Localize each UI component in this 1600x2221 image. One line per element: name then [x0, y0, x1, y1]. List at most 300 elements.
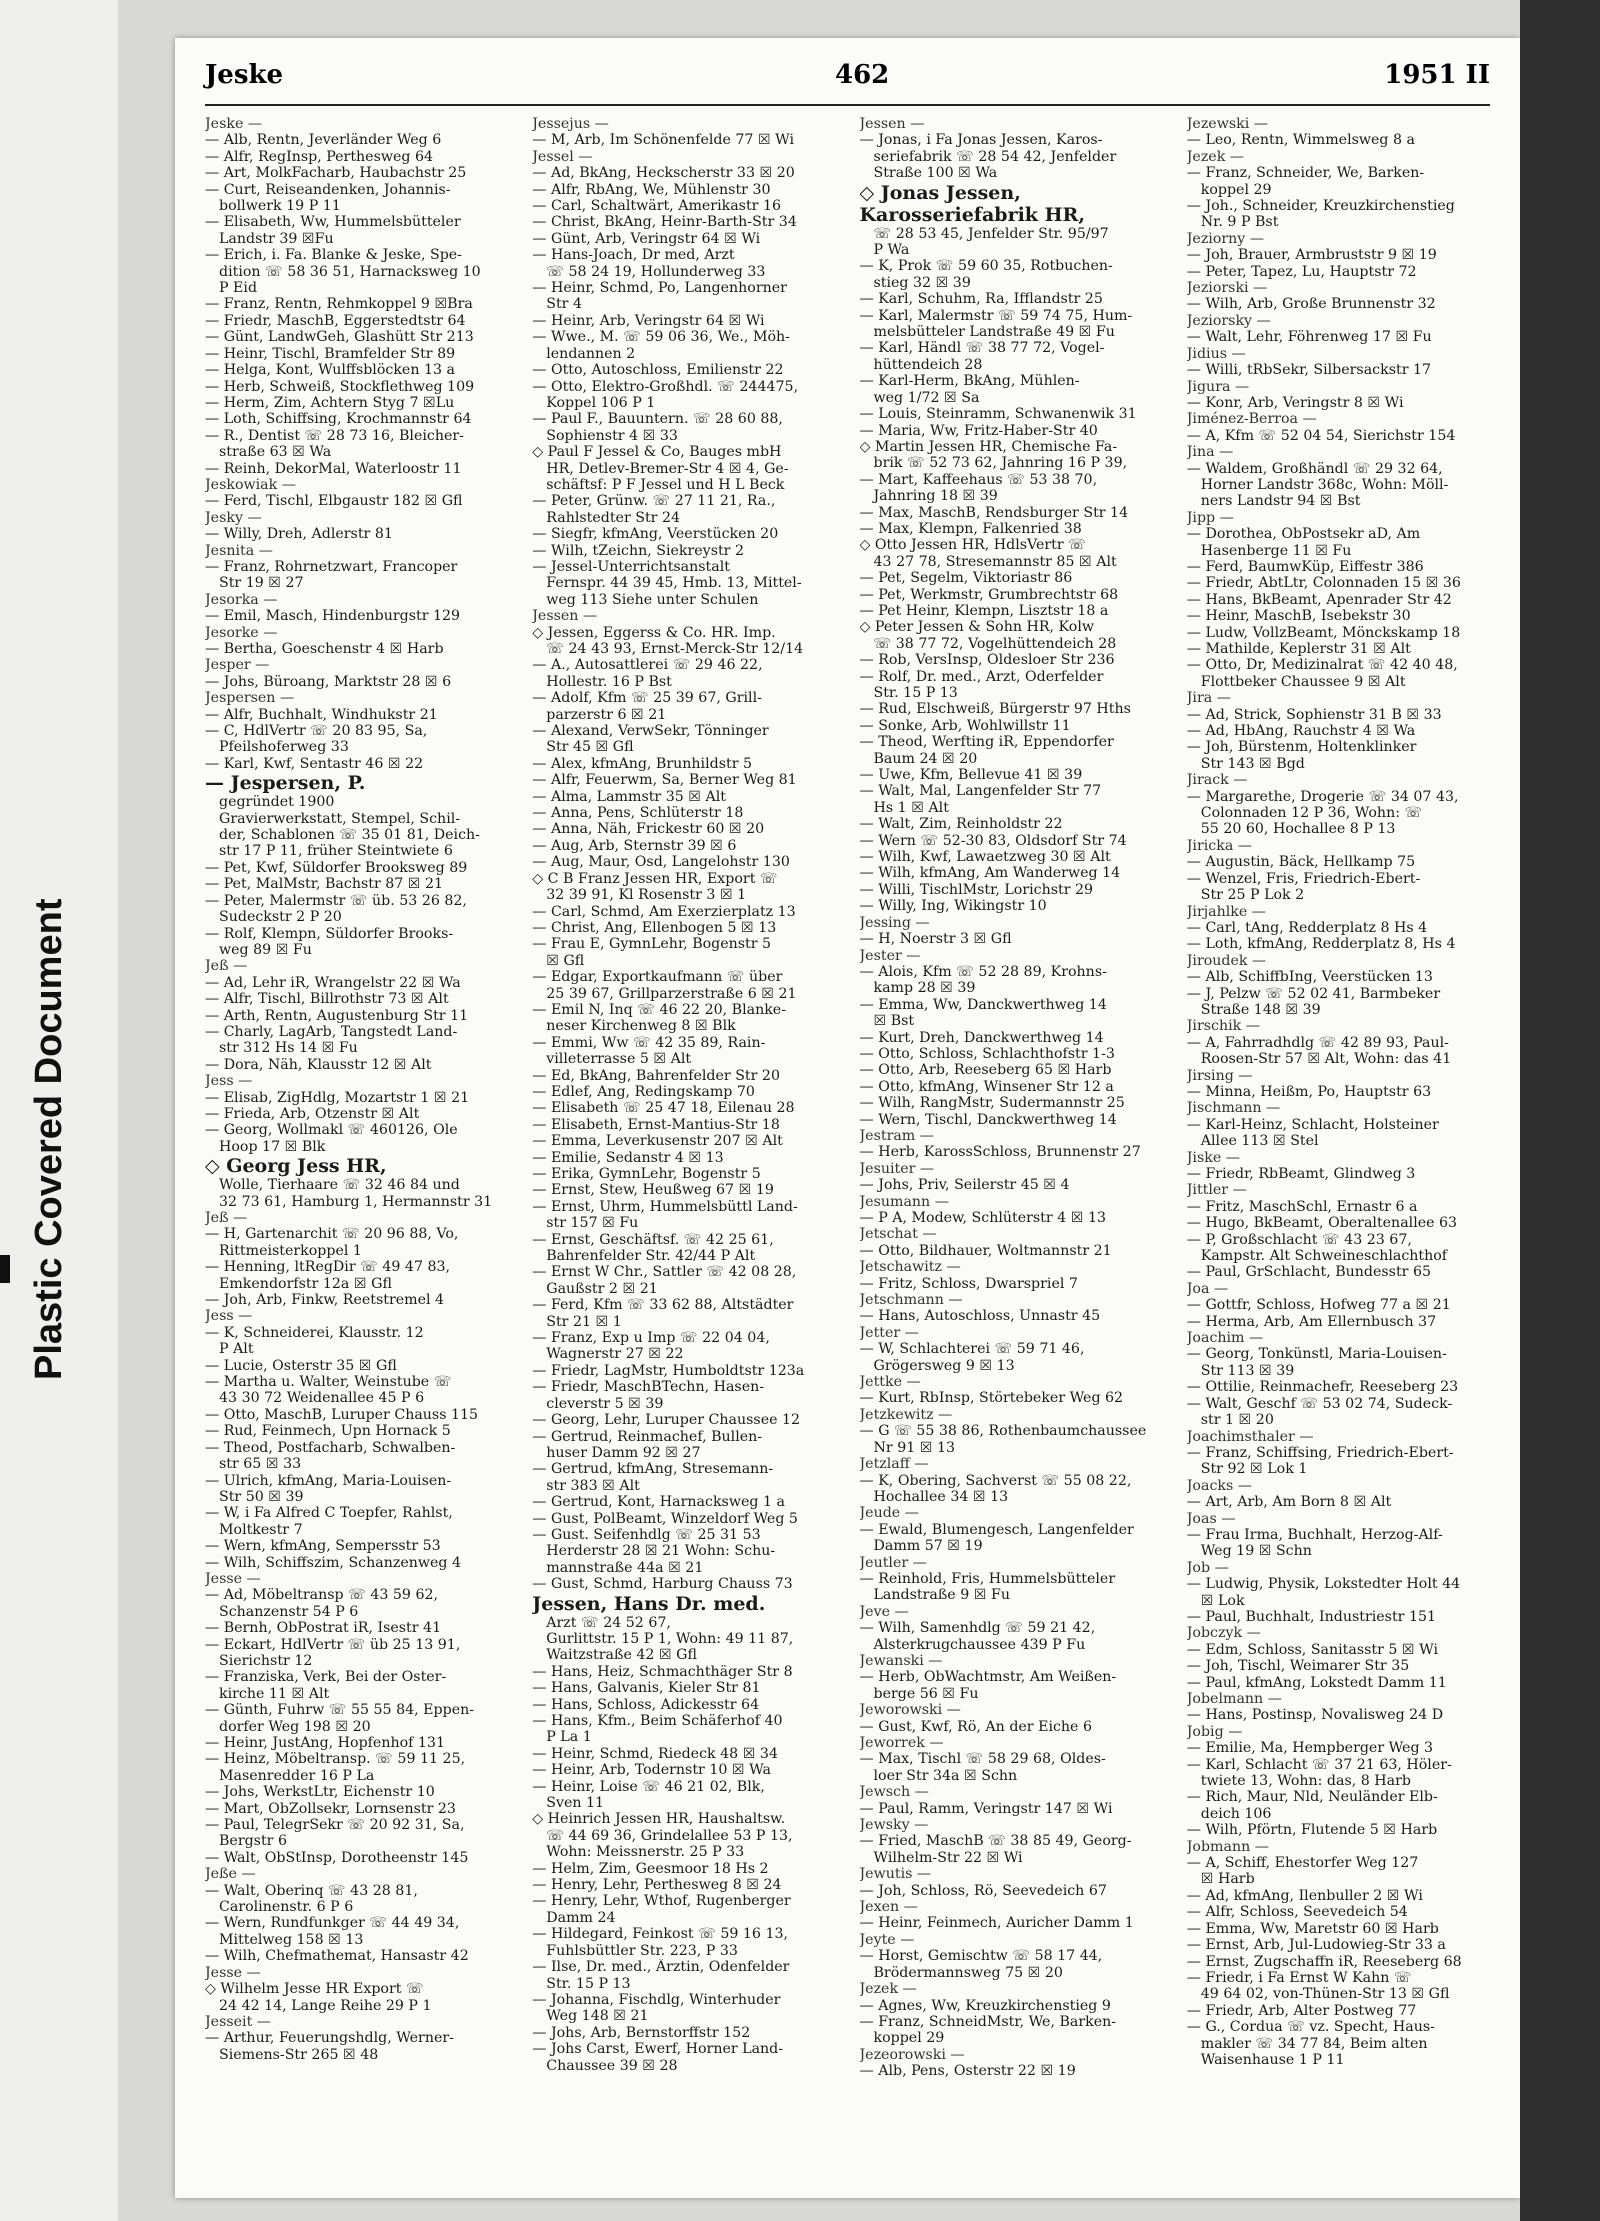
directory-entry: — Emil N, Inq ☏ 46 22 20, Blanke- — [532, 1001, 786, 1018]
directory-entry: — Theod, Postfacharb, Schwalben- — [205, 1439, 456, 1456]
directory-entry: — Pet, Kwf, Süldorfer Brooksweg 89 — [205, 859, 468, 876]
side-strip — [0, 0, 118, 2221]
directory-entry: Wagnerstr 27 ☒ 22 — [546, 1346, 684, 1363]
directory-entry: Gaußstr 2 ☒ 21 — [546, 1280, 658, 1297]
directory-entry: — Herb, KarossSchloss, Brunnenstr 27 — [859, 1144, 1141, 1161]
directory-entry: — Ferd, Tischl, Elbgaustr 182 ☒ Gfl — [205, 493, 463, 510]
directory-entry: — Otto, Bildhauer, Woltmannstr 21 — [859, 1242, 1112, 1259]
directory-entry: — Jonas, i Fa Jonas Jessen, Karos- — [859, 132, 1103, 149]
directory-entry: — Pet, MalMstr, Bachstr 87 ☒ 21 — [205, 876, 444, 893]
directory-entry: — Bernh, ObPostrat iR, Isestr 41 — [205, 1620, 442, 1637]
directory-entry: — Walt, Oberinq ☏ 43 28 81, — [205, 1882, 418, 1899]
directory-entry: — Alfr, Feuerwm, Sa, Berner Weg 81 — [532, 772, 797, 789]
directory-entry: — Wilh, Kwf, Lawaetzweg 30 ☒ Alt — [859, 849, 1111, 866]
directory-entry: — Heinr, Schmd, Po, Langenhorner — [532, 280, 787, 297]
directory-entry: — Frau Irma, Buchhalt, Herzog-Alf- — [1186, 1526, 1443, 1543]
directory-entry: Gravierwerkstatt, Stempel, Schil- — [219, 810, 461, 827]
surname-heading: Jessel — — [532, 148, 593, 165]
directory-entry: Waitzstraße 42 ☒ Gfl — [546, 1647, 697, 1664]
directory-entry: — Fritz, Schloss, Dwarspriel 7 — [859, 1275, 1078, 1292]
surname-heading: Jobig — — [1186, 1723, 1243, 1740]
directory-entry: str 65 ☒ 33 — [219, 1456, 302, 1473]
directory-entry: Fernspr. 44 39 45, Hmb. 13, Mittel- — [546, 575, 802, 592]
directory-entry: — Edgar, Exportkaufmann ☏ über — [532, 969, 783, 986]
directory-entry: — Emma, Ww, Maretstr 60 ☒ Harb — [1186, 1920, 1439, 1937]
bold-listing: ◇ Jonas Jessen, — [859, 181, 1021, 204]
surname-heading: Jeziorny — — [1186, 230, 1265, 247]
directory-entry: — Emilie, Ma, Hempberger Weg 3 — [1186, 1740, 1434, 1757]
directory-entry: ◇ Jessen, Eggerss & Co. HR. Imp. — [532, 624, 776, 641]
surname-heading: Jezeorowski — — [859, 2046, 965, 2063]
directory-entry: 49 64 02, von-Thünen-Str 13 ☒ Gfl — [1200, 1986, 1450, 2003]
directory-entry: Wolle, Tierhaare ☏ 32 46 84 und — [219, 1177, 460, 1194]
directory-column-1 — [205, 116, 518, 2178]
directory-entry: Str. 15 P 13 — [873, 685, 958, 701]
surname-heading: Jezek — — [1186, 148, 1244, 165]
surname-heading: Jeske — — [205, 116, 263, 132]
directory-entry: — Elisabeth, Ww, Hummelsbütteler — [205, 214, 461, 231]
directory-entry: — Alb, Rentn, Jeverländer Weg 6 — [205, 132, 442, 149]
running-head-name: Jeske — [205, 60, 284, 90]
directory-entry: — Peter, Malermstr ☏ üb. 53 26 82, — [205, 892, 467, 909]
directory-entry: — Minna, Heißm, Po, Hauptstr 63 — [1186, 1083, 1432, 1100]
directory-entry: — H, Noerstr 3 ☒ Gfl — [859, 931, 1012, 948]
directory-entry: — A, Kfm ☏ 52 04 54, Sierichstr 154 — [1186, 427, 1456, 444]
directory-entry: ◇ C B Franz Jessen HR, Export ☏ — [532, 870, 778, 887]
directory-entry: Str 19 ☒ 27 — [219, 575, 304, 592]
directory-entry: — Carl, Schaltwärt, Amerikastr 16 — [532, 198, 782, 215]
directory-entry: — Günt, Arb, Veringstr 64 ☒ Wi — [532, 230, 761, 247]
directory-entry: — Georg, Tonkünstl, Maria-Louisen- — [1186, 1346, 1447, 1363]
surname-heading: Jeziorsky — — [1186, 312, 1271, 329]
directory-entry: — Carl, Schmd, Am Exerzierplatz 13 — [532, 903, 796, 920]
directory-entry: — Walt, Lehr, Föhrenweg 17 ☒ Fu — [1186, 329, 1432, 346]
directory-entry: — Curt, Reiseandenken, Johannis- — [205, 181, 451, 198]
directory-entry: Waisenhause 1 P 11 — [1200, 2051, 1345, 2068]
directory-entry: — Friedr, MaschB, Eggerstedtstr 64 — [205, 312, 466, 329]
directory-entry: ☒ Gfl — [546, 952, 585, 969]
directory-entry: — Wilh, Pförtn, Flutende 5 ☒ Harb — [1186, 1822, 1438, 1839]
directory-entry: — Anna, Pens, Schlüterstr 18 — [532, 805, 744, 822]
page-header — [205, 60, 1490, 100]
plastic-covered-label: Plastic Covered Document — [28, 898, 70, 1380]
directory-entry: — Gust, Schmd, Harburg Chauss 73 — [532, 1576, 793, 1593]
directory-entry: ☒ Lok — [1200, 1592, 1245, 1609]
directory-entry: Str 143 ☒ Bgd — [1200, 755, 1305, 772]
directory-entry: Fuhlsbüttler Str. 223, P 33 — [546, 1942, 738, 1959]
directory-entry: P Eid — [219, 280, 258, 297]
directory-entry: Arzt ☏ 24 52 67, — [546, 1614, 671, 1631]
header-rule — [205, 104, 1490, 106]
directory-entry: Sudeckstr 2 P 20 — [219, 909, 342, 926]
directory-entry: — Uwe, Kfm, Bellevue 41 ☒ 39 — [859, 767, 1083, 784]
directory-entry: — Gertrud, Kont, Harnacksweg 1 a — [532, 1494, 785, 1511]
directory-entry: — Ilse, Dr. med., Ärztin, Odenfelder — [532, 1959, 790, 1976]
directory-entry: Nr. 9 P Bst — [1200, 214, 1279, 231]
directory-entry: Hasenberge 11 ☒ Fu — [1200, 542, 1352, 559]
directory-entry: — W, Schlachterei ☏ 59 71 46, — [859, 1341, 1085, 1358]
directory-entry: Hs 1 ☒ Alt — [873, 799, 949, 816]
directory-entry: — Ernst, Zugschaffn iR, Reeseberg 68 — [1186, 1953, 1462, 1970]
surname-heading: Joachimsthaler — — [1186, 1428, 1314, 1445]
directory-entry: — Otto, MaschB, Luruper Chauss 115 — [205, 1406, 479, 1423]
directory-entry: kirche 11 ☒ Alt — [219, 1685, 330, 1702]
directory-entry: — Alfr, Buchhalt, Windhukstr 21 — [205, 706, 438, 723]
directory-entry: — Hans, BkBeamt, Apenrader Str 42 — [1186, 591, 1452, 608]
directory-entry: Alsterkrugchaussee 439 P Fu — [873, 1636, 1086, 1653]
surname-heading: Jezek — — [859, 1981, 917, 1998]
directory-entry: — Hugo, BkBeamt, Oberaltenallee 63 — [1186, 1215, 1458, 1232]
surname-heading: Jittler — — [1186, 1182, 1247, 1199]
surname-heading: Jetschmann — — [859, 1292, 963, 1309]
directory-entry: — Franz, Schiffsing, Friedrich-Ebert- — [1186, 1444, 1454, 1461]
directory-entry: — Loth, kfmAng, Redderplatz 8, Hs 4 — [1186, 936, 1456, 953]
directory-entry: weg 113 Siehe unter Schulen — [546, 591, 759, 608]
directory-entry: kamp 28 ☒ 39 — [873, 980, 976, 997]
directory-entry: Colonnaden 12 P 36, Wohn: ☏ — [1200, 805, 1423, 822]
directory-entry: — Günth, Fuhrw ☏ 55 55 84, Eppen- — [205, 1702, 475, 1719]
directory-entry: Grögersweg 9 ☒ 13 — [873, 1357, 1015, 1374]
directory-entry: ◇ Martin Jessen HR, Chemische Fa- — [859, 438, 1118, 455]
surname-heading: Jiske — — [1186, 1149, 1240, 1166]
directory-entry: — Alb, SchiffbIng, Veerstücken 13 — [1186, 969, 1433, 986]
directory-entry: ◇ Paul F Jessel & Co, Bauges mbH — [532, 444, 782, 461]
surname-heading: Job — — [1186, 1559, 1229, 1576]
directory-entry: — Henning, ltRegDir ☏ 49 47 83, — [205, 1259, 451, 1276]
directory-entry: — Walt, Geschf ☏ 53 02 74, Sudeck- — [1186, 1395, 1453, 1412]
directory-entry: Nr 91 ☒ 13 — [873, 1439, 956, 1456]
directory-entry: — Ad, HbAng, Rauchstr 4 ☒ Wa — [1186, 723, 1416, 740]
directory-entry: — Otto, Elektro-Großhdl. ☏ 244475, — [532, 378, 799, 395]
directory-entry: — Ferd, BaumwKüp, Eiffestr 386 — [1186, 558, 1424, 575]
surname-heading: Jess — — [205, 1308, 253, 1325]
directory-entry: — Joh, Schloss, Rö, Seevedeich 67 — [859, 1882, 1107, 1899]
directory-entry: — Johs, WerkstLtr, Eichenstr 10 — [205, 1784, 435, 1801]
surname-heading: Jeworowski — — [859, 1702, 961, 1719]
surname-heading: Jeve — — [859, 1603, 909, 1620]
directory-entry: — Rolf, Dr. med., Arzt, Oderfelder — [859, 668, 1104, 685]
directory-entry: — Emma, Leverkusenstr 207 ☒ Alt — [532, 1133, 783, 1150]
directory-entry: Brödermannsweg 75 ☒ 20 — [873, 1964, 1063, 1981]
directory-entry: — W, i Fa Alfred C Toepfer, Rahlst, — [205, 1505, 453, 1522]
directory-entry: — C, HdlVertr ☏ 20 83 95, Sa, — [205, 723, 428, 740]
edition-year: 1951 II — [1384, 60, 1490, 90]
directory-entry: — Aug, Arb, Sternstr 39 ☒ 6 — [532, 837, 737, 854]
directory-entry: — Paul, Buchhalt, Industriestr 151 — [1186, 1608, 1437, 1625]
directory-entry: — Johs, Büroang, Marktstr 28 ☒ 6 — [205, 673, 452, 690]
directory-entry: — Max, MaschB, Rendsburger Str 14 — [859, 504, 1129, 521]
directory-entry: Sierichstr 12 — [219, 1652, 313, 1669]
directory-entry: — P A, Modew, Schlüterstr 4 ☒ 13 — [859, 1210, 1106, 1226]
directory-entry: Horner Landstr 368c, Wohn: Möll- — [1200, 476, 1449, 493]
surname-heading: Jeude — — [859, 1505, 919, 1522]
directory-entry: — Wern, Rundfunkger ☏ 44 49 34, — [205, 1915, 460, 1932]
directory-entry: — Dorothea, ObPostsekr aD, Am — [1186, 526, 1421, 543]
bold-listing: Jessen, Hans Dr. med. — [532, 1592, 766, 1615]
directory-entry: — Wilh, kfmAng, Am Wanderweg 14 — [859, 865, 1121, 882]
directory-entry: — Walt, Zim, Reinholdstr 22 — [859, 816, 1063, 833]
directory-entry: 25 39 67, Grillparzerstraße 6 ☒ 21 — [546, 985, 797, 1002]
directory-entry: — Alfr, Tischl, Billrothstr 73 ☒ Alt — [205, 991, 449, 1008]
directory-entry: Weg 19 ☒ Schn — [1200, 1543, 1312, 1560]
surname-heading: Jetzlaff — — [859, 1456, 929, 1473]
directory-entry: ◇ Wilhelm Jesse HR Export ☏ — [205, 1981, 424, 1998]
directory-entry: — Herm, Zim, Achtern Styg 7 ☒Lu — [205, 394, 455, 411]
directory-entry: — Arth, Rentn, Augustenburg Str 11 — [205, 1007, 469, 1024]
directory-entry: — Alfr, Schloss, Seevedeich 54 — [1186, 1904, 1408, 1921]
directory-entry: ners Landstr 94 ☒ Bst — [1200, 493, 1361, 510]
directory-entry: Straße 100 ☒ Wa — [873, 165, 998, 182]
directory-entry: — Konr, Arb, Veringstr 8 ☒ Wi — [1186, 394, 1404, 411]
directory-entry: — Mathilde, Keplerstr 31 ☒ Alt — [1186, 641, 1411, 657]
directory-entry: — Johanna, Fischdlg, Winterhuder — [532, 1991, 781, 2008]
directory-entry: 55 20 60, Hochallee 8 P 13 — [1200, 821, 1396, 838]
directory-entry: — Emilie, Sedanstr 4 ☒ 13 — [532, 1149, 724, 1166]
directory-entry: — Rob, VersInsp, Oldesloer Str 236 — [859, 652, 1115, 669]
directory-entry: — Ernst, Geschäftsf. ☏ 42 25 61, — [532, 1231, 774, 1248]
directory-entry: — Heinr, Arb, Todernstr 10 ☒ Wa — [532, 1762, 771, 1779]
directory-entry: — Kurt, Dreh, Danckwerthweg 14 — [859, 1029, 1104, 1046]
surname-heading: Jeß — — [205, 958, 248, 975]
directory-entry: — Waldem, Großhändl ☏ 29 32 64, — [1186, 460, 1443, 477]
directory-page — [175, 38, 1520, 2198]
directory-entry: — Peter, Grünw. ☏ 27 11 21, Ra., — [532, 493, 776, 510]
directory-entry: — Hans, Kfm., Beim Schäferhof 40 — [532, 1713, 783, 1729]
directory-entry: — Reinhold, Fris, Hummelsbütteler — [859, 1570, 1116, 1587]
directory-entry: — Rich, Maur, Nld, Neuländer Elb- — [1186, 1789, 1438, 1806]
directory-entry: — Kurt, RbInsp, Störtebeker Weg 62 — [859, 1390, 1124, 1407]
directory-entry: — Ernst, Arb, Jul-Ludowieg-Str 33 a — [1186, 1937, 1446, 1954]
surname-heading: Jessen — — [532, 608, 598, 625]
directory-entry: — Alfr, RegInsp, Perthesweg 64 — [205, 148, 434, 165]
directory-entry: — Joh., Schneider, Kreuzkirchenstieg — [1186, 198, 1455, 215]
directory-entry: ◇ Peter Jessen & Sohn HR, Kolw — [859, 619, 1095, 636]
surname-heading: Jidius — — [1186, 345, 1246, 362]
directory-entry: — Louis, Steinramm, Schwanenwik 31 — [859, 406, 1137, 423]
directory-entry: — Alfr, RbAng, We, Mühlenstr 30 — [532, 181, 771, 198]
directory-entry: — Alma, Lammstr 35 ☒ Alt — [532, 788, 726, 805]
directory-entry: Koppel 106 P 1 — [546, 394, 656, 411]
surname-heading: Jirjahlke — — [1186, 903, 1266, 920]
directory-entry: — Jessel-Unterrichtsanstalt — [532, 558, 730, 575]
directory-entry: — Ad, Strick, Sophienstr 31 B ☒ 33 — [1186, 706, 1442, 723]
surname-heading: Jobczyk — — [1186, 1625, 1261, 1642]
directory-entry: — Gertrud, Reinmachef, Bullen- — [532, 1428, 763, 1445]
directory-entry: P Wa — [873, 242, 910, 259]
surname-heading: Jessen — — [859, 116, 925, 132]
surname-heading: Jessing — — [859, 914, 930, 931]
surname-heading: Jespersen — — [205, 690, 295, 707]
directory-entry: — Heinz, Möbeltransp. ☏ 59 11 25, — [205, 1751, 466, 1768]
directory-entry: — Loth, Schiffsing, Krochmannstr 64 — [205, 411, 472, 428]
directory-entry: weg 89 ☒ Fu — [219, 941, 312, 958]
directory-entry: P La 1 — [546, 1729, 592, 1746]
directory-entry: — Franz, Rohrnetzwart, Francoper — [205, 558, 458, 575]
surname-heading: Jesper — — [205, 657, 270, 674]
directory-entry: Sophienstr 4 ☒ 33 — [546, 427, 678, 444]
directory-entry: koppel 29 — [1200, 181, 1272, 198]
directory-entry: — R., Dentist ☏ 28 73 16, Bleicher- — [205, 427, 464, 444]
directory-entry: gegründet 1900 — [219, 794, 335, 811]
directory-entry: — Wilh, Samenhdlg ☏ 59 21 42, — [859, 1620, 1096, 1637]
directory-entry: — Otto, kfmAng, Winsener Str 12 a — [859, 1078, 1114, 1095]
directory-entry: Str 113 ☒ 39 — [1200, 1362, 1295, 1379]
directory-entry: Flottbeker Chaussee 9 ☒ Alt — [1200, 673, 1406, 690]
directory-entry: — Max, Tischl ☏ 58 29 68, Oldes- — [859, 1751, 1106, 1768]
directory-entry: — A, Schiff, Ehestorfer Weg 127 — [1186, 1855, 1419, 1872]
directory-entry: — Art, MolkFacharb, Haubachstr 25 — [205, 165, 467, 182]
directory-entry: Masenredder 16 P La — [219, 1767, 375, 1784]
directory-entry: — Willi, tRbSekr, Silbersackstr 17 — [1186, 362, 1432, 379]
directory-entry: — Heinr, JustAng, Hopfenhof 131 — [205, 1735, 445, 1751]
directory-entry: — Karl, Schlacht ☏ 37 21 63, Höler- — [1186, 1756, 1452, 1773]
directory-entry: P Alt — [219, 1341, 254, 1358]
directory-entry: — Agnes, Ww, Kreuzkirchenstieg 9 — [859, 1997, 1111, 2014]
surname-heading: Jiroudek — — [1186, 952, 1267, 969]
directory-entry: — Peter, Tapez, Lu, Hauptstr 72 — [1186, 263, 1417, 280]
surname-heading: Jexen — — [859, 1899, 918, 1916]
directory-entry: — Art, Arb, Am Born 8 ☒ Alt — [1186, 1494, 1392, 1511]
surname-heading: Jobmann — — [1186, 1838, 1269, 1855]
directory-entry: Landstraße 9 ☒ Fu — [873, 1587, 1010, 1604]
directory-entry: Landstr 39 ☒Fu — [219, 230, 334, 247]
directory-entry: Emkendorfstr 12a ☒ Gfl — [219, 1275, 392, 1292]
directory-entry: Hochallee 34 ☒ 13 — [873, 1488, 1009, 1505]
directory-entry: str 157 ☒ Fu — [546, 1215, 639, 1232]
directory-entry: — Pet, Werkmstr, Grumbrechtstr 68 — [859, 586, 1119, 603]
directory-entry: — Augustin, Bäck, Hellkamp 75 — [1186, 854, 1416, 871]
surname-heading: Jira — — [1186, 690, 1231, 707]
directory-entry: — A, Fahrradhdlg ☏ 42 89 93, Paul- — [1186, 1034, 1449, 1051]
directory-entry: — Helm, Zim, Geesmoor 18 Hs 2 — [532, 1860, 769, 1877]
surname-heading: Jetter — — [859, 1324, 919, 1341]
directory-entry: Pfeilshoferweg 33 — [219, 739, 349, 756]
directory-entry: Bergstr 6 — [219, 1833, 287, 1850]
directory-entry: — Erika, GymnLehr, Bogenstr 5 — [532, 1166, 761, 1182]
directory-entry: dorfer Weg 198 ☒ 20 — [219, 1718, 371, 1735]
directory-entry: — Georg, Lehr, Luruper Chaussee 12 — [532, 1412, 801, 1429]
surname-heading: Jigura — — [1186, 378, 1250, 395]
directory-entry: — Erich, i. Fa. Blanke & Jeske, Spe- — [205, 247, 462, 264]
directory-entry: ☒ Harb — [1200, 1871, 1255, 1888]
edge-mark — [0, 1255, 10, 1283]
directory-column-2 — [532, 116, 845, 2178]
directory-entry: — Hans, Autoschloss, Unnastr 45 — [859, 1308, 1101, 1325]
directory-entry: Schanzenstr 54 P 6 — [219, 1603, 359, 1620]
directory-entry: Kampstr. Alt Schweineschlachthof — [1200, 1248, 1448, 1265]
directory-entry: Str 92 ☒ Lok 1 — [1200, 1461, 1308, 1478]
directory-entry: — Arthur, Feuerungshdlg, Werner- — [205, 2030, 454, 2047]
directory-entry: — Maria, Ww, Fritz-Haber-Str 40 — [859, 422, 1098, 439]
directory-entry: — Theod, Werfting iR, Eppendorfer — [859, 734, 1114, 751]
directory-entry: — Herma, Arb, Am Ellernbusch 37 — [1186, 1313, 1437, 1330]
directory-entry: — Walt, Mal, Langenfelder Str 77 — [859, 783, 1102, 800]
directory-entry: — Joh, Bürstenm, Holtenklinker — [1186, 739, 1417, 756]
directory-entry: — Wilh, tZeichn, Siekreystr 2 — [532, 542, 744, 559]
directory-entry: cleverstr 5 ☒ 39 — [546, 1395, 664, 1412]
directory-entry: — Friedr, LagMstr, Humboldtstr 123a — [532, 1362, 805, 1379]
surname-heading: Jirschik — — [1186, 1018, 1260, 1035]
directory-entry: — Gertrud, kfmAng, Stresemann- — [532, 1461, 774, 1478]
directory-entry: — Hans, Schloss, Adickesstr 64 — [532, 1696, 760, 1713]
directory-entry: — Paul, Ramm, Veringstr 147 ☒ Wi — [859, 1800, 1113, 1817]
directory-entry: — Hans-Joach, Dr med, Arzt — [532, 247, 735, 264]
bold-listing: ◇ Georg Jess HR, — [205, 1155, 387, 1178]
directory-entry: — Otto, Autoschloss, Emilienstr 22 — [532, 362, 784, 379]
surname-heading: Jeutler — — [859, 1554, 927, 1571]
directory-entry: brik ☏ 52 73 62, Jahnring 16 P 39, — [873, 455, 1128, 472]
directory-entry: — Carl, tAng, Redderplatz 8 Hs 4 — [1186, 919, 1428, 936]
directory-entry: — Ad, Möbeltransp ☏ 43 59 62, — [205, 1587, 439, 1604]
directory-entry: str 1 ☒ 20 — [1200, 1412, 1274, 1429]
directory-entry: Baum 24 ☒ 20 — [873, 750, 978, 767]
surname-heading: Joas — — [1186, 1510, 1236, 1527]
directory-entry: — Ernst, Uhrm, Hummelsbüttl Land- — [532, 1198, 798, 1215]
directory-entry: Str 4 — [546, 296, 582, 313]
directory-entry: — Edlef, Ang, Redingskamp 70 — [532, 1083, 755, 1100]
directory-entry: — Charly, LagArb, Tangstedt Land- — [205, 1023, 458, 1040]
directory-entry: parzerstr 6 ☒ 21 — [546, 706, 667, 723]
surname-heading: Joacks — — [1186, 1477, 1252, 1494]
directory-entry: ☒ Bst — [873, 1013, 915, 1030]
directory-entry: — Georg, Wollmakl ☏ 460126, Ole — [205, 1122, 458, 1139]
directory-entry: ☏ 24 43 93, Ernst-Merck-Str 12/14 — [546, 641, 804, 657]
directory-entry: — Walt, ObStInsp, Dorotheenstr 145 — [205, 1849, 469, 1866]
directory-entry: — Heinr, Arb, Veringstr 64 ☒ Wi — [532, 312, 765, 329]
directory-entry: — Anna, Näh, Frickestr 60 ☒ 20 — [532, 821, 765, 838]
directory-entry: — Paul, GrSchlacht, Bundesstr 65 — [1186, 1264, 1432, 1281]
directory-entry: — Rud, Feinmech, Upn Hornack 5 — [205, 1423, 451, 1440]
directory-entry: — Rolf, Klempn, Süldorfer Brooks- — [205, 925, 454, 942]
directory-entry: — Herb, ObWachtmstr, Am Weißen- — [859, 1669, 1117, 1686]
directory-entry: — Fried, MaschB ☏ 38 85 49, Georg- — [859, 1833, 1132, 1850]
directory-entry: — Wilh, RangMstr, Sudermannstr 25 — [859, 1095, 1125, 1112]
directory-entry: — Friedr, RbBeamt, Glindweg 3 — [1186, 1166, 1416, 1182]
directory-entry: — Karl-Herm, BkAng, Mühlen- — [859, 373, 1080, 390]
directory-entry: — Fritz, MaschSchl, Ernastr 6 a — [1186, 1198, 1418, 1215]
directory-entry: Sven 11 — [546, 1795, 605, 1812]
directory-entry: ☏ 44 69 36, Grindelallee 53 P 13, — [546, 1827, 793, 1844]
directory-entry: lendannen 2 — [546, 345, 636, 362]
directory-entry: — Emil, Masch, Hindenburgstr 129 — [205, 608, 461, 625]
bold-listing: Karosseriefabrik HR, — [859, 203, 1085, 226]
surname-heading: Jewsch — — [859, 1784, 929, 1801]
directory-entry: — Ad, kfmAng, Ilenbuller 2 ☒ Wi — [1186, 1887, 1423, 1904]
directory-entry: — Mart, ObZollsekr, Lornsenstr 23 — [205, 1800, 456, 1817]
directory-entry: 43 27 78, Stresemannstr 85 ☒ Alt — [873, 553, 1117, 570]
directory-entry: — Johs, Priv, Seilerstr 45 ☒ 4 — [859, 1177, 1070, 1194]
directory-entry: — Henry, Lehr, Wthof, Rugenberger — [532, 1893, 791, 1910]
directory-entry: — Adolf, Kfm ☏ 25 39 67, Grill- — [532, 690, 762, 707]
directory-entry: — Emma, Ww, Danckwerthweg 14 — [859, 996, 1107, 1013]
directory-entry: straße 63 ☒ Wa — [219, 444, 332, 461]
directory-entry: — Margarethe, Drogerie ☏ 34 07 43, — [1186, 788, 1459, 805]
surname-heading: Joachim — — [1186, 1330, 1264, 1347]
directory-entry: — Ludw, VollzBeamt, Mönckskamp 18 — [1186, 624, 1461, 641]
directory-entry: — Paul F., Bauuntern. ☏ 28 60 88, — [532, 411, 783, 428]
directory-entry: twiete 13, Wohn: das, 8 Harb — [1200, 1773, 1412, 1790]
directory-entry: — Friedr, Arb, Alter Postweg 77 — [1186, 2002, 1417, 2019]
directory-entry: Hoop 17 ☒ Blk — [219, 1138, 326, 1155]
directory-entry: Wohn: Meissnerstr. 25 P 33 — [546, 1844, 745, 1861]
directory-entry: Str 45 ☒ Gfl — [546, 739, 634, 756]
directory-entry: — Heinr, Loise ☏ 46 21 02, Blk, — [532, 1778, 765, 1795]
directory-entry: — Ludwig, Physik, Lokstedter Holt 44 — [1186, 1576, 1461, 1593]
surname-heading: Jeß — — [205, 1210, 248, 1226]
directory-entry: deich 106 — [1200, 1805, 1272, 1822]
directory-entry: — Franz, Rentn, Rehmkoppel 9 ☒Bra — [205, 296, 473, 313]
directory-entry: — Helga, Kont, Wulffsblöcken 13 a — [205, 362, 455, 379]
